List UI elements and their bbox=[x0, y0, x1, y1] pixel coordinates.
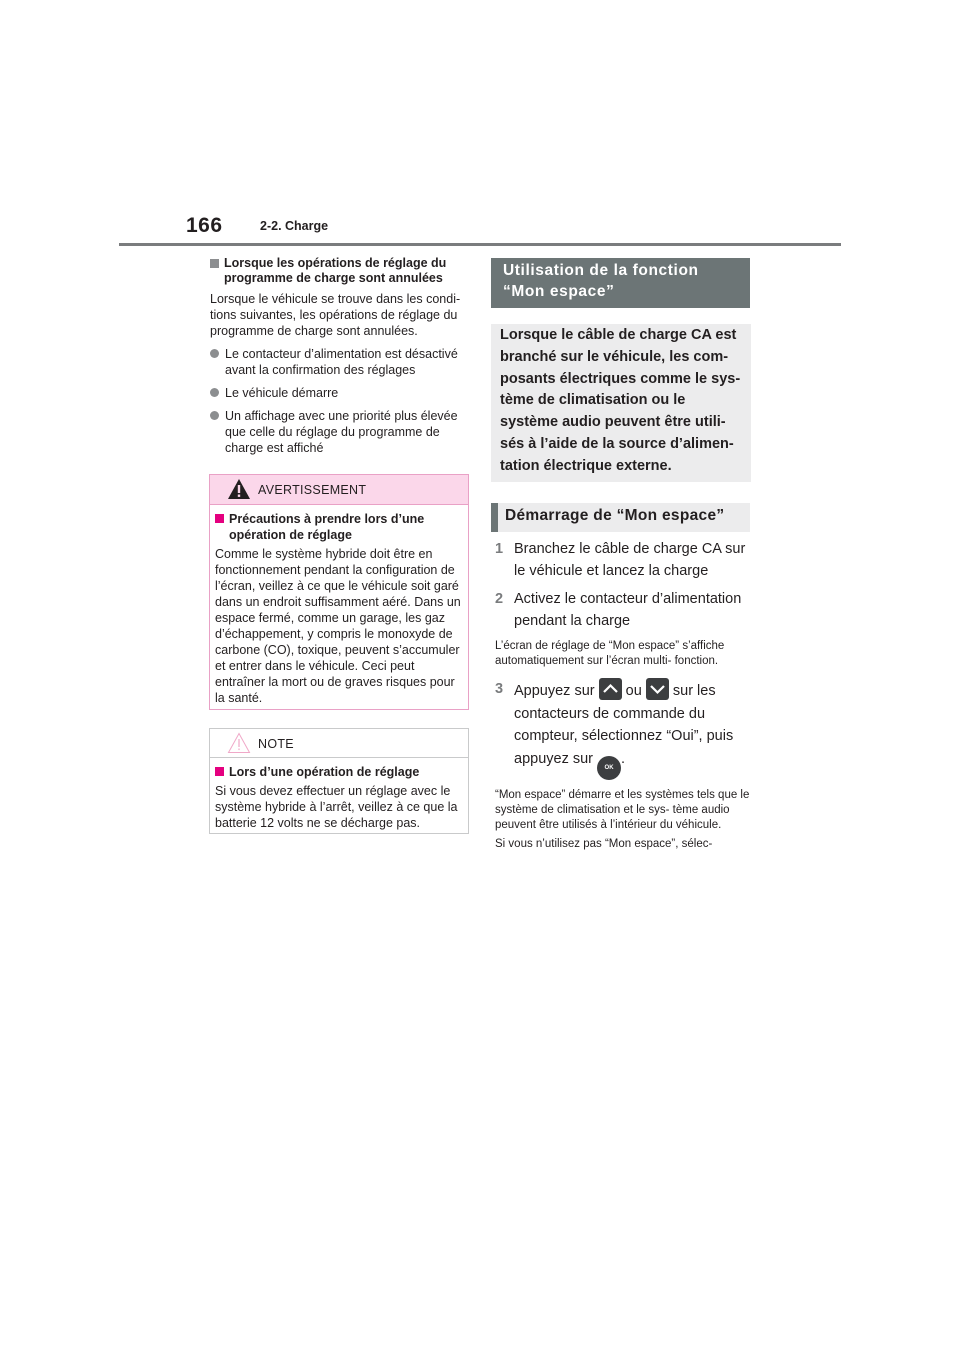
intro-box bbox=[491, 324, 751, 482]
step-2-note: L’écran de réglage de “Mon espace” s’affiche automatiquement sur l’écran multi- fonction. bbox=[495, 640, 725, 667]
square-bullet-icon bbox=[210, 259, 219, 268]
warning-box bbox=[209, 474, 469, 710]
intro-text: Lorsque le câble de charge CA est branché sur le véhicule, les com- posants électriques comme le sys- tème de climatisation ou le système audio peuvent être utili- sés à l’aide de la source d’alimen- tation électrique externe. bbox=[500, 327, 741, 474]
header-divider bbox=[119, 243, 841, 246]
section-heading: Utilisation de la fonction “Mon espace” bbox=[503, 262, 699, 300]
ok-button-icon: OK bbox=[597, 756, 621, 780]
square-bullet-icon bbox=[215, 767, 224, 776]
caution-triangle-outline-icon bbox=[227, 732, 251, 754]
down-arrow-key-icon bbox=[646, 678, 669, 700]
step-1: 1 Branchez le câble de charge CA sur le véhicule et lancez la charge bbox=[495, 541, 746, 579]
cancel-intro: Lorsque le véhicule se trouve dans les condi- tions suivantes, les opérations de réglage du programme de charge sont annulées. bbox=[210, 292, 461, 338]
warning-triangle-icon bbox=[227, 478, 251, 500]
step-3: 3 Appuyez sur ou sur les contacteurs de commande du compteur, sélectionnez “Oui”, puis appuyez sur OK. bbox=[495, 678, 751, 780]
cancel-conditions-section bbox=[210, 256, 468, 456]
section-heading-bar bbox=[491, 258, 750, 308]
steps-list bbox=[495, 538, 751, 852]
warning-content bbox=[210, 505, 468, 706]
subsection-heading: Démarrage de “Mon espace” bbox=[505, 507, 725, 524]
warning-header bbox=[210, 475, 468, 505]
up-arrow-key-icon bbox=[599, 678, 622, 700]
note-heading: Lors d’une opération de réglage bbox=[215, 764, 463, 780]
note-title: NOTE bbox=[258, 737, 294, 751]
after-note-2: Si vous n’utilisez pas “Mon espace”, sélec- bbox=[495, 837, 713, 850]
note-content bbox=[210, 758, 468, 831]
list-item: Le contacteur d’alimentation est désactivé avant la confirmation des réglages bbox=[210, 346, 468, 378]
page-number: 166 bbox=[186, 214, 223, 237]
after-note-1: “Mon espace” démarre et les systèmes tels que le système de climatisation et le sys- tème audio peuvent être utilisés à l’intérieur du véhicule. bbox=[495, 788, 750, 831]
list-item: Le véhicule démarre bbox=[210, 385, 468, 401]
note-body: Si vous devez effectuer un réglage avec le système hybride à l’arrêt, veillez à ce que la batterie 12 volts ne se décharge pas. bbox=[215, 784, 458, 830]
circle-bullet-icon bbox=[210, 388, 219, 397]
section-title: 2-2. Charge bbox=[260, 219, 329, 233]
circle-bullet-icon bbox=[210, 411, 219, 420]
warning-body: Comme le système hybride doit être en fonctionnement pendant la configuration de l’écran, veillez à ce que le véhicule soit garé dans un endroit suffisamment aéré. Dans un espace fermé, comme un garage, les gaz d’échappement, y compris le monoxyde de carbone (CO), toxique, peuvent s’accumuler et entrer dans le véhicule. Ceci peut entraîner la mort ou de graves risques pour la santé. bbox=[215, 547, 461, 705]
warning-heading: Précautions à prendre lors d’une opération de réglage bbox=[215, 511, 463, 543]
list-item: Un affichage avec une priorité plus élevée que celle du réglage du programme de charge est affiché bbox=[210, 408, 468, 456]
subsection-heading-bar bbox=[491, 503, 750, 532]
step-2: 2 Activez le contacteur d’alimentation pendant la charge bbox=[495, 591, 742, 629]
circle-bullet-icon bbox=[210, 349, 219, 358]
note-box bbox=[209, 728, 469, 834]
note-header bbox=[210, 729, 468, 758]
cancel-heading: Lorsque les opérations de réglage du programme de charge sont annulées bbox=[210, 256, 468, 286]
square-bullet-icon bbox=[215, 514, 224, 523]
warning-title: AVERTISSEMENT bbox=[258, 483, 367, 497]
